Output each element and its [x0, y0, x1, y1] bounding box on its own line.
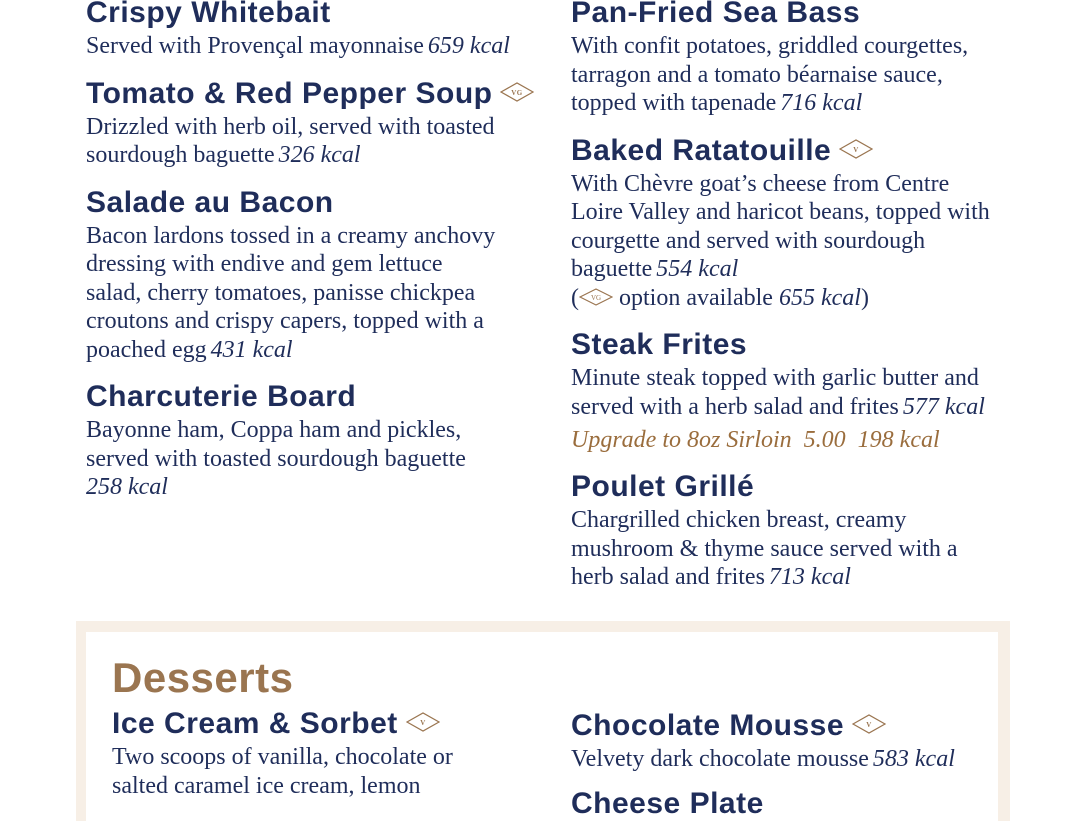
desserts-left-column	[112, 707, 532, 813]
item-description: Minute steak topped with garlic butter and served with a herb salad and frites 577 kcal	[571, 365, 985, 420]
svg-text:V: V	[853, 145, 860, 154]
vegan-badge-icon	[579, 288, 613, 306]
menu-item-chocolate-mousse	[571, 709, 991, 774]
item-title: Crispy Whitebait	[86, 0, 331, 29]
item-description: Bacon lardons tossed in a creamy anchovy dressing with endive and gem lettuce salad, cherry tomatoes, panisse chickpea croutons and crispy capers, topped with a poached egg 431 kcal	[86, 222, 496, 363]
menu-item-sea-bass	[571, 0, 1031, 118]
item-description: Bayonne ham, Coppa ham and pickles, served with toasted sourdough baguette 258 kcal	[86, 417, 466, 500]
kcal-label: 716 kcal	[780, 90, 863, 116]
item-title: Poulet Grillé	[571, 470, 755, 503]
desserts-panel	[76, 621, 1010, 821]
item-description: Velvety dark chocolate mousse 583 kcal	[571, 746, 955, 772]
kcal-label: 583 kcal	[872, 746, 955, 772]
kcal-label: 326 kcal	[278, 142, 361, 168]
kcal-label: 655 kcal	[778, 284, 861, 311]
item-title: Ice Cream & Sorbet V	[112, 707, 532, 741]
item-description: With Chèvre goat’s cheese from Centre Loire Valley and haricot beans, topped with courgette and served with sourdough baguette 554 kcal	[571, 170, 990, 282]
item-title: Salade au Bacon	[86, 185, 334, 219]
svg-text:V: V	[420, 719, 426, 728]
item-title: Cheese Plate	[571, 786, 764, 820]
vegetarian-badge-icon	[852, 714, 886, 734]
svg-text:VG: VG	[590, 293, 602, 302]
menu-item-ice-cream-sorbet	[112, 707, 532, 800]
item-title: Tomato & Red Pepper Soup VG	[86, 77, 526, 111]
svg-text:V: V	[866, 721, 872, 730]
item-title: Charcuterie Board	[86, 380, 357, 413]
item-description: Drizzled with herb oil, served with toasted sourdough baguette 326 kcal	[86, 113, 495, 168]
svg-text:VG: VG	[511, 88, 524, 97]
item-description: Chargrilled chicken breast, creamy mushroom & thyme sauce served with a herb salad and frites 713 kcal	[571, 507, 958, 590]
menu-item-poulet-grille	[571, 470, 1031, 592]
item-description: With confit potatoes, griddled courgettes, tarragon and a tomato béarnaise sauce, topped with tapenade 716 kcal	[571, 33, 969, 116]
kcal-label: 431 kcal	[210, 336, 293, 363]
item-description: Two scoops of vanilla, chocolate or salted caramel ice cream, lemon	[112, 744, 453, 799]
menu-item-tomato-soup	[86, 77, 526, 170]
upgrade-note: Upgrade to 8oz Sirloin 5.00 198 kcal	[571, 427, 940, 453]
desserts-right-column	[571, 709, 991, 834]
menu-item-salade-au-bacon	[86, 186, 526, 365]
vegetarian-badge-icon	[406, 712, 440, 732]
kcal-label: 258 kcal	[86, 474, 168, 500]
item-title: Baked Ratatouille V	[571, 134, 1031, 168]
mains-right-column	[571, 0, 1031, 605]
menu-item-baked-ratatouille	[571, 134, 1031, 313]
item-title: Pan-Fried Sea Bass	[571, 0, 861, 29]
kcal-label: 713 kcal	[768, 564, 851, 590]
menu-item-charcuterie-board	[86, 380, 526, 502]
menu-item-steak-frites	[571, 328, 1031, 454]
vegetarian-badge-icon	[839, 139, 873, 159]
mains-left-column	[86, 0, 526, 515]
section-heading: Desserts	[112, 654, 294, 701]
vegan-option-note: ( VG option available 655 kcal)	[571, 284, 869, 311]
menu-item-crispy-whitebait	[86, 0, 526, 61]
item-description: Served with Provençal mayonnaise 659 kcal	[86, 33, 510, 59]
kcal-label: 577 kcal	[902, 393, 985, 420]
vegan-badge-icon	[500, 82, 534, 102]
item-title: Steak Frites	[571, 328, 748, 361]
kcal-label: 659 kcal	[427, 33, 510, 59]
item-title: Chocolate Mousse V	[571, 709, 991, 743]
desserts-panel-inner	[86, 632, 998, 832]
menu-item-cheese-plate	[571, 787, 991, 821]
kcal-label: 554 kcal	[656, 256, 739, 282]
